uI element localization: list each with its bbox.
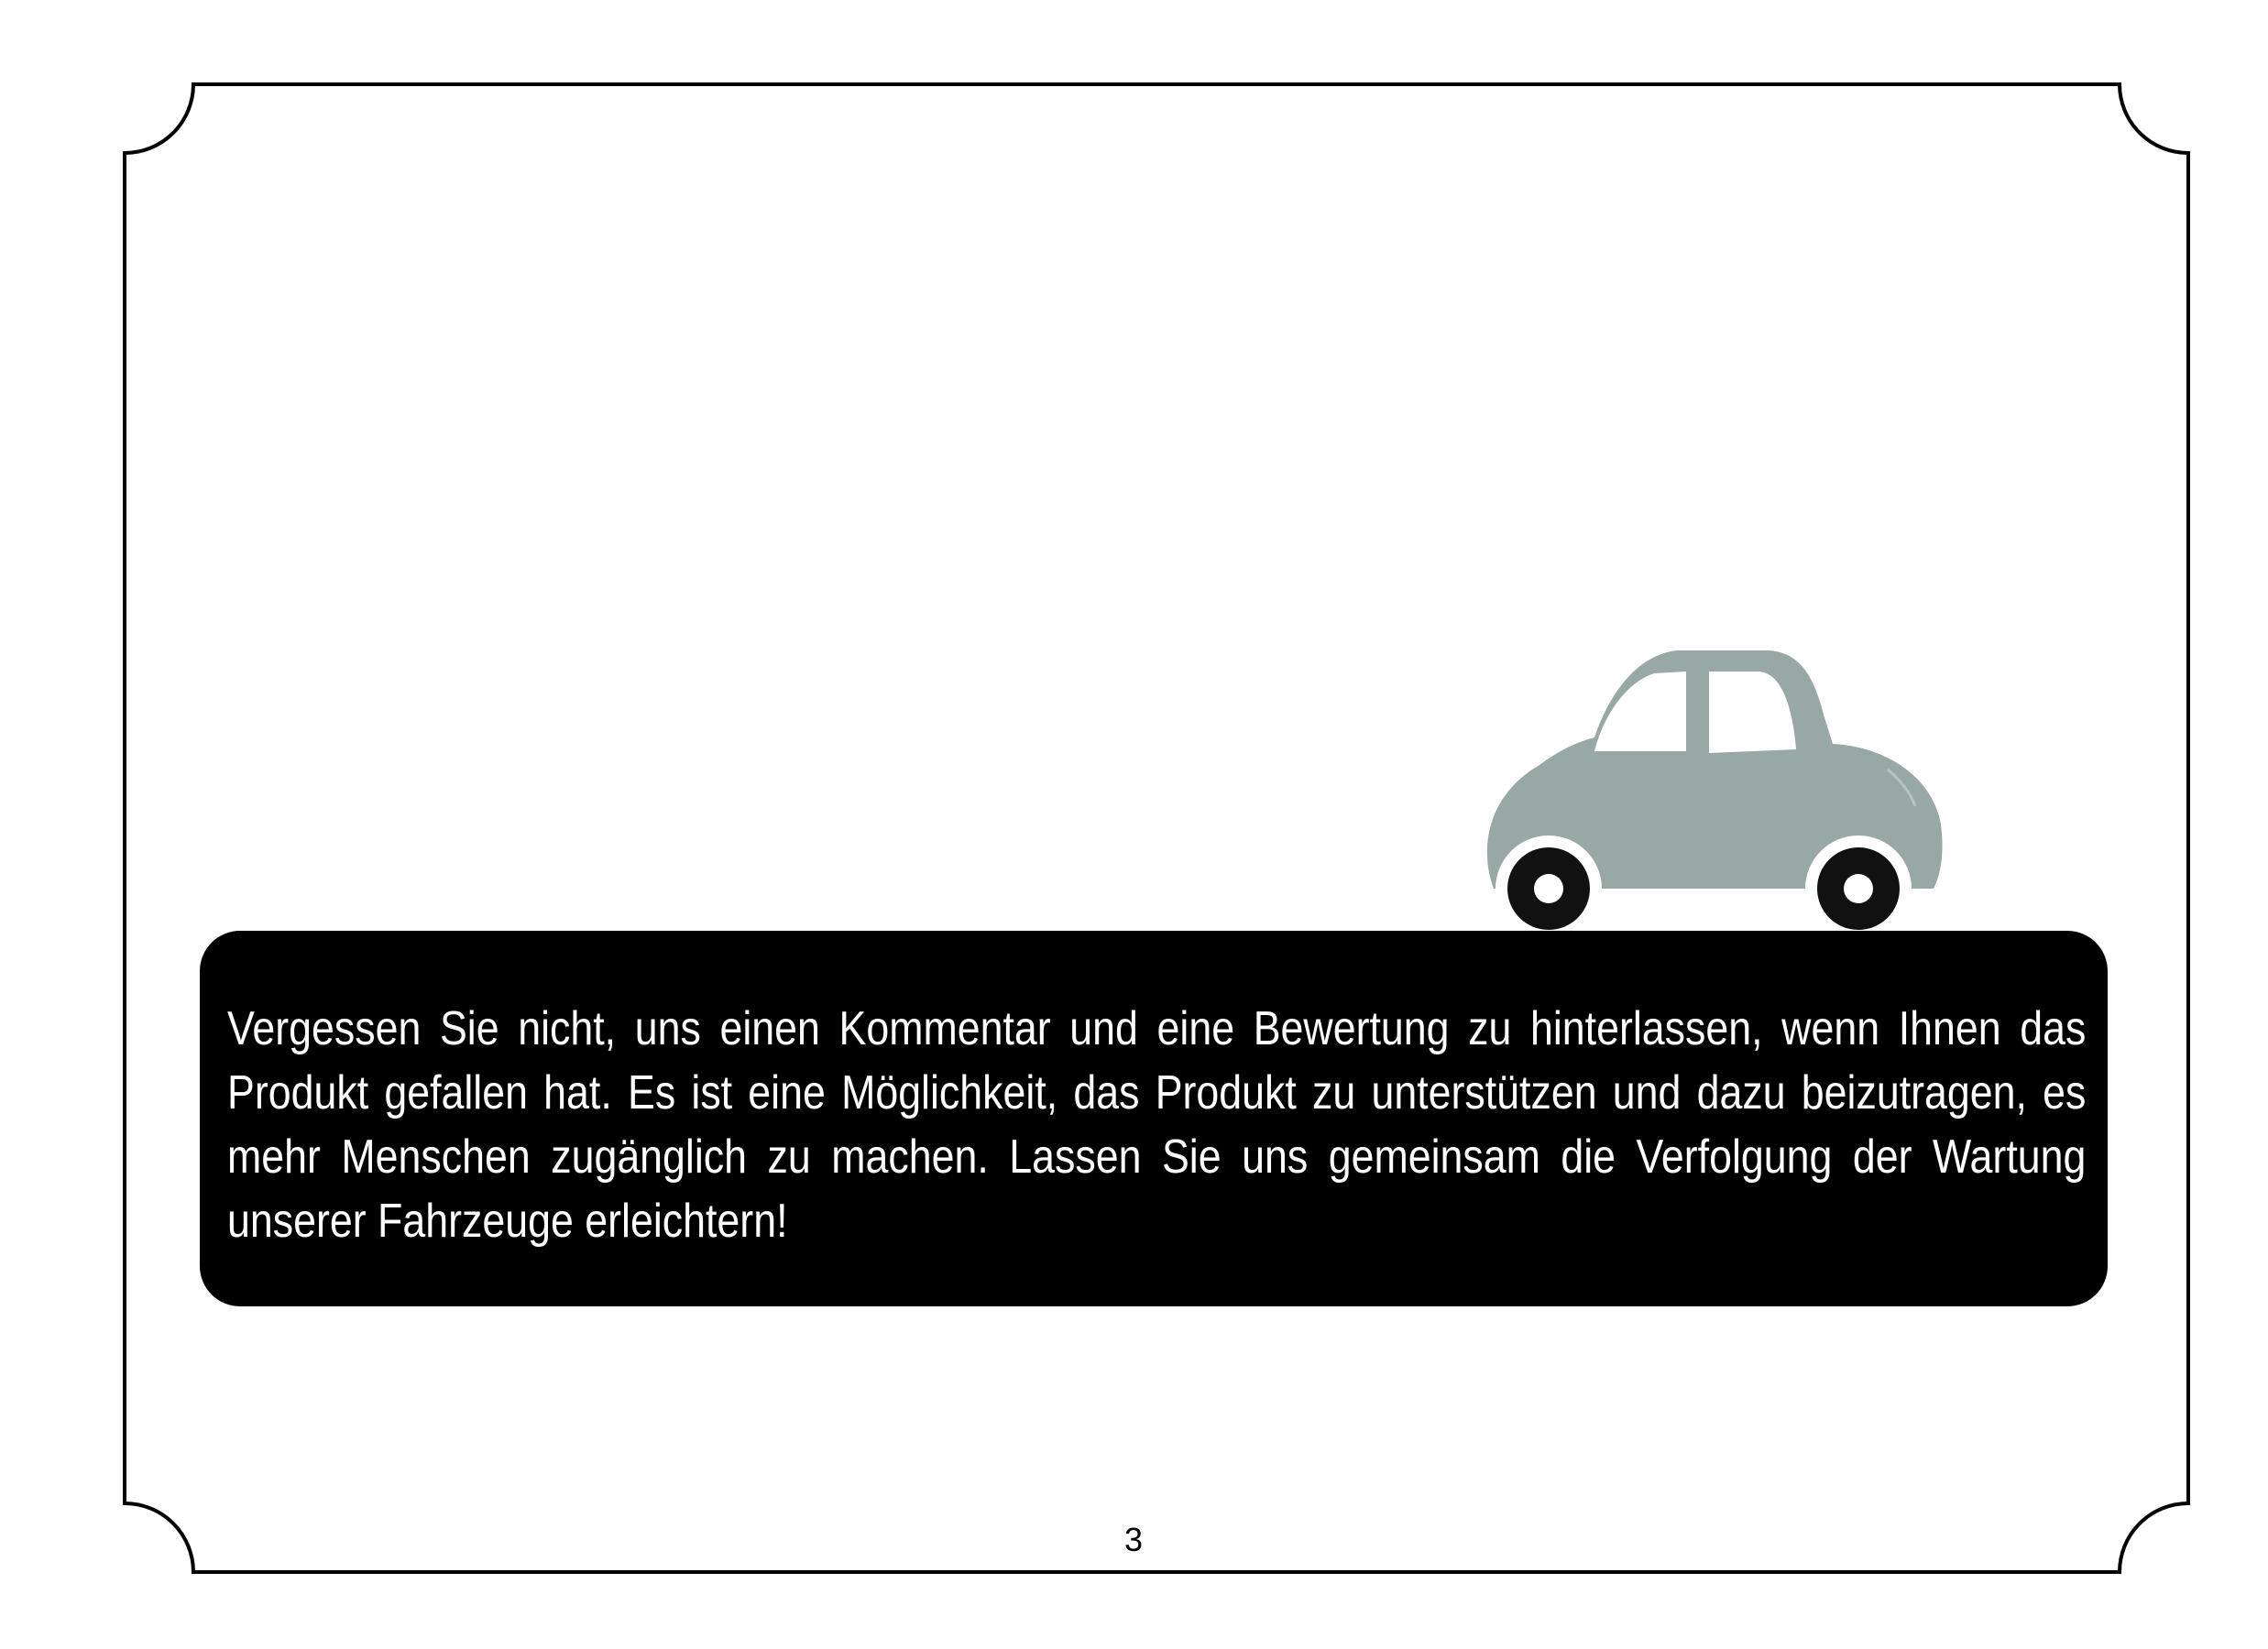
- page-number: 3: [1123, 1521, 1144, 1558]
- car-icon: [1457, 641, 1952, 934]
- review-request-text: Vergessen Sie nicht, uns einen Kommentar und eine Bewertung zu hinterlassen, wenn Ihnen das Produkt gefallen hat. Es ist eine Möglichkeit, das Produkt zu unterstützen und dazu beizutragen, es mehr Menschen zugänglich zu machen. Lassen Sie uns gemeinsam die Verfolgung der Wartung unserer Fahrzeuge erleichtern!: [227, 1002, 2087, 1248]
- message-box: [200, 931, 2108, 1306]
